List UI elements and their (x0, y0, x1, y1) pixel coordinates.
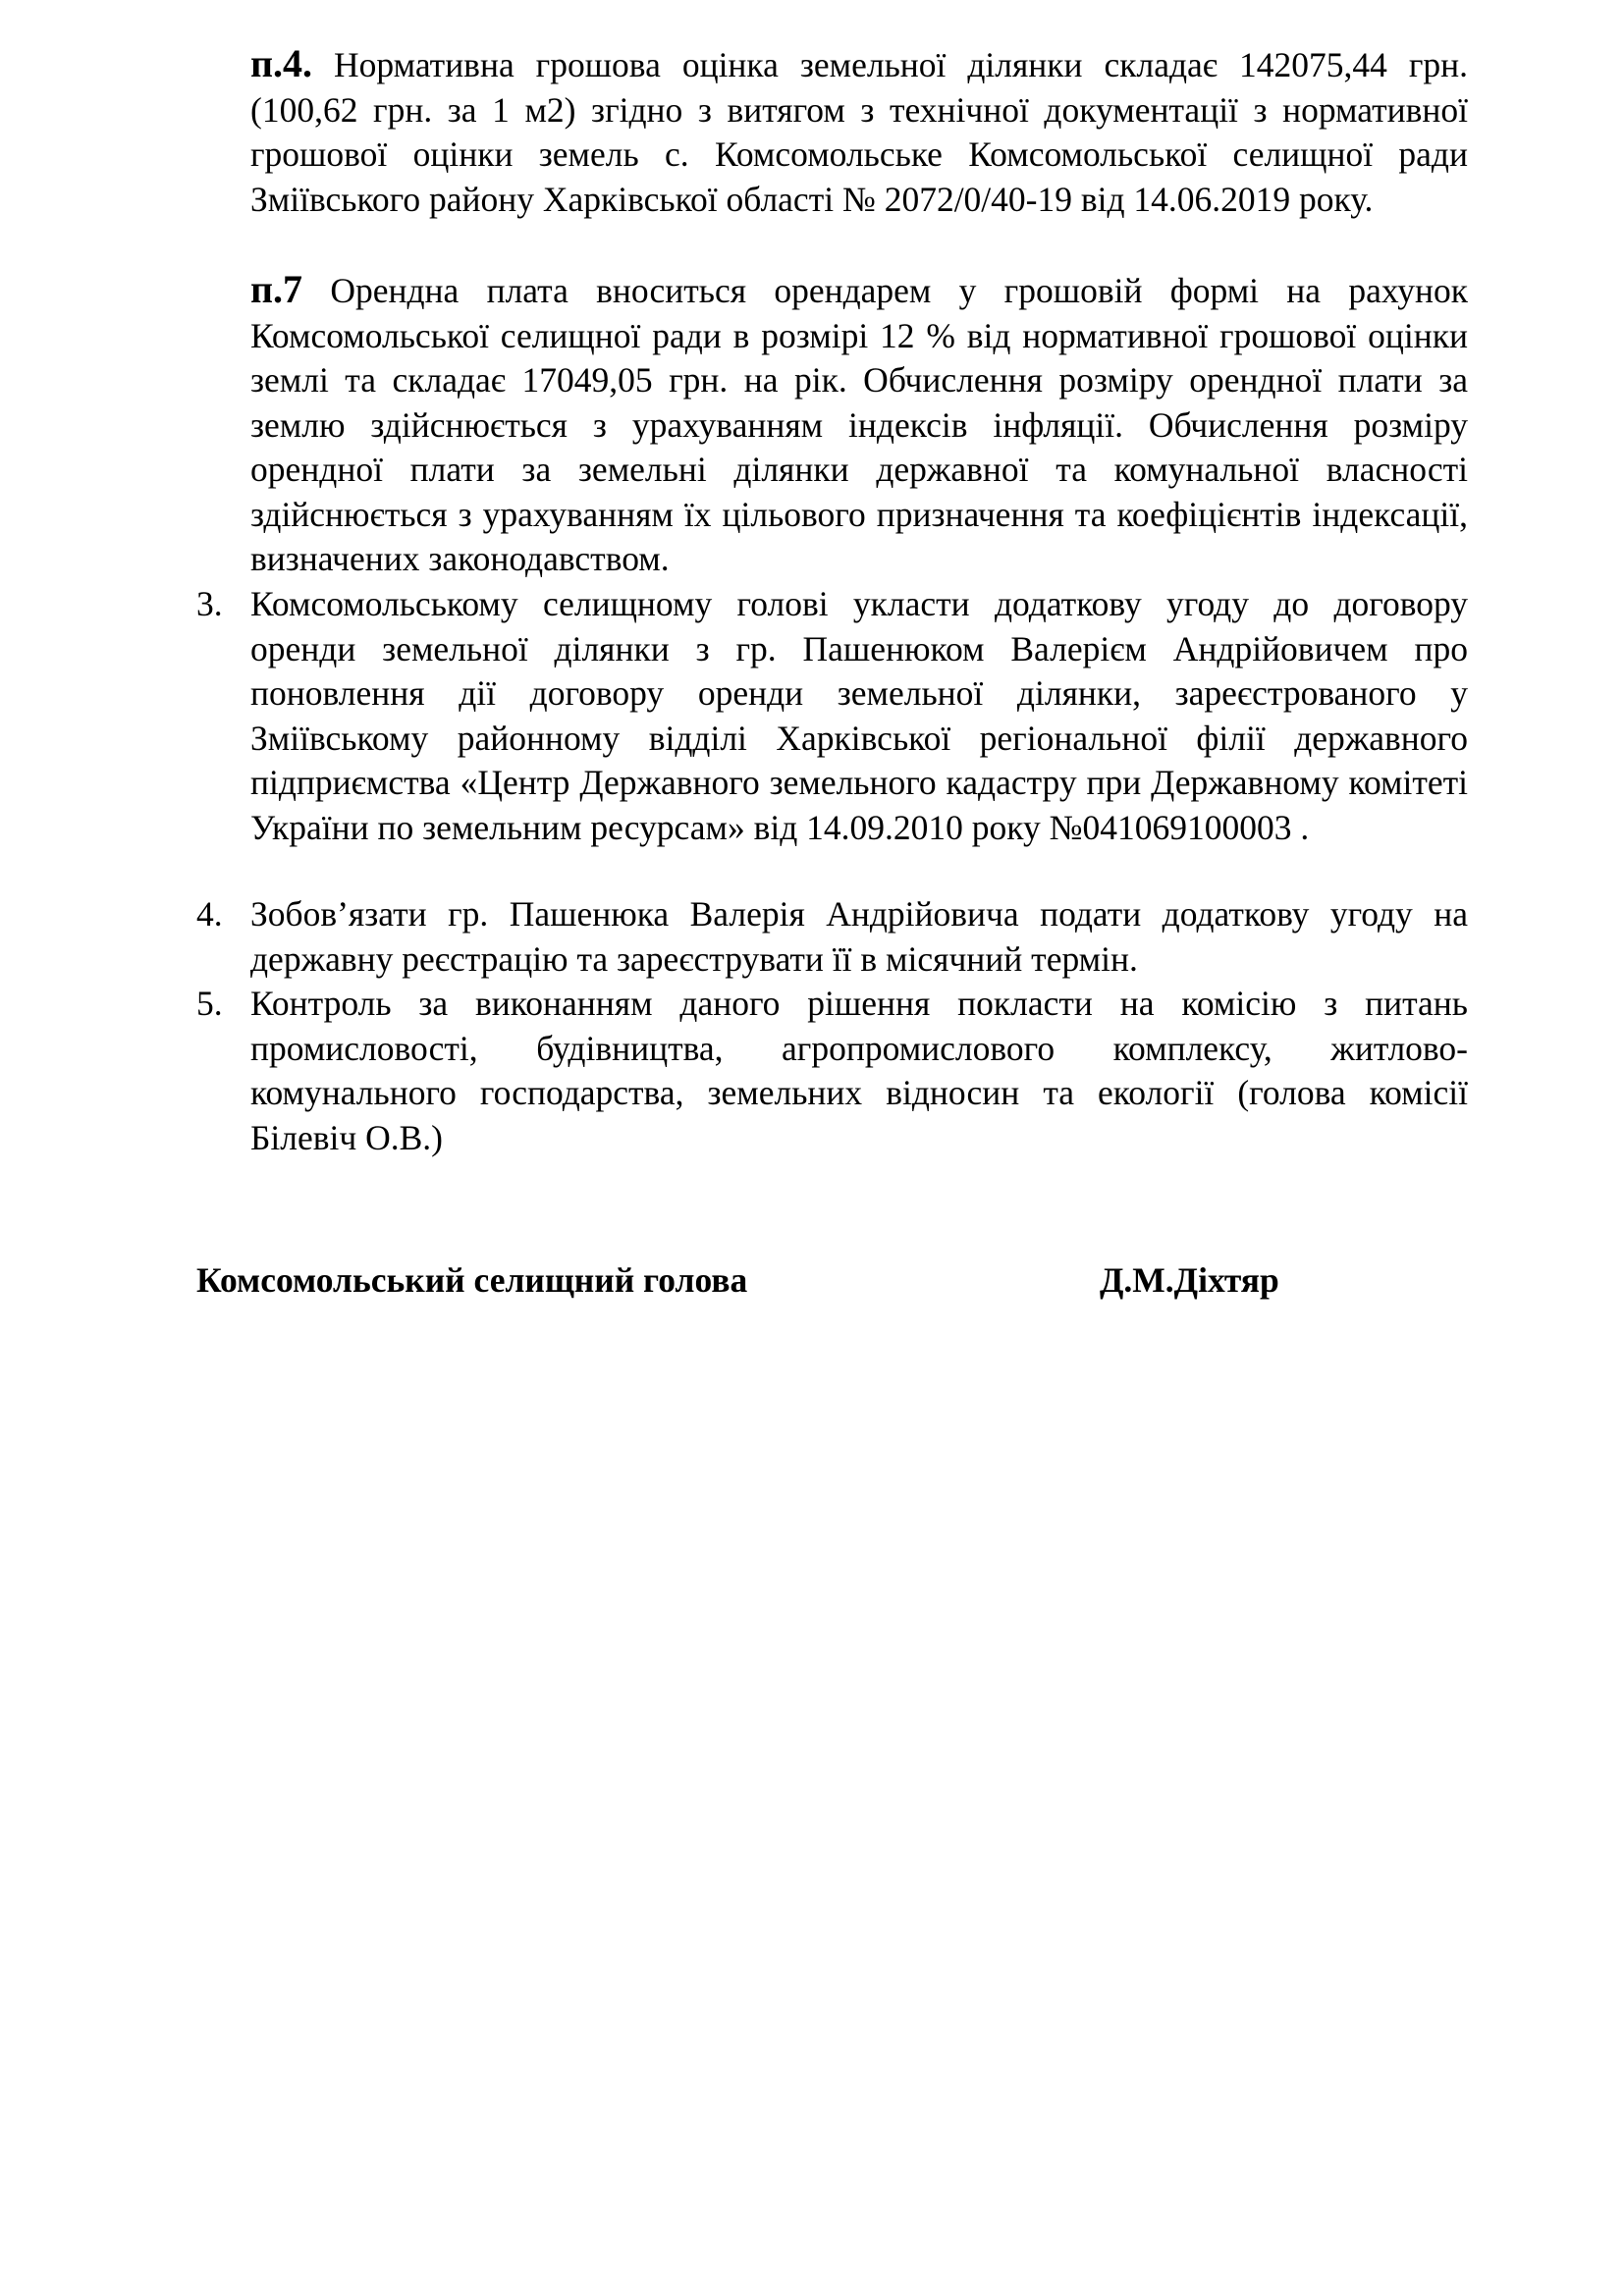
item-3-number: 3. (196, 584, 223, 623)
clause-4-text: Нормативна грошова оцінка земельної ділянки складає 142075,44 грн. (100,62 грн. за 1 м2) згідно з витягом з технічної документації з нормативної грошової оцінки земель с. Комсомольське Комсомольської селищної ради Зміївського району Харківської області № 2072/0/40-19 від 14.06.2019 року. (250, 45, 1469, 219)
item-4-text: Зобов’язати гр. Пашенюка Валерія Андрійовича подати додаткову угоду на державну реєстрацію та зареєструвати її в місячний термін. (250, 894, 1468, 979)
item-5-number: 5. (196, 984, 223, 1023)
numbered-list-item-4 (196, 892, 1468, 982)
item-5-text: Контроль за виконанням даного рішення покласти на комісію з питань промисловості, будівництва, агропромислового комплексу, житлово-комунального господарства, земельних відносин та екології (голова комісії Білевіч О.В.) (250, 984, 1468, 1157)
clause-4-ref: п.4. (250, 41, 313, 85)
clause-7-ref: п.7 (250, 267, 303, 311)
list-item (196, 582, 1468, 850)
numbered-list-item-5 (196, 982, 1468, 1160)
list-item (196, 892, 1468, 982)
list-item (196, 982, 1468, 1160)
clause-7-paragraph (250, 267, 1468, 582)
item-4-number: 4. (196, 894, 223, 934)
signature-name: Д.М.Діхтяр (1100, 1260, 1279, 1300)
clause-7-text: Орендна плата вноситься орендарем у грошовій формі на рахунок Комсомольської селищної ради в розмірі 12 % від нормативної грошової оцінки землі та складає 17049,05 грн. на рік. Обчислення розміру орендної плати за землю здійснюється з урахуванням індексів інфляції. Обчислення розміру орендної плати за земельні ділянки державної та комунальної власності здійснюється з урахуванням їх цільового призначення та коефіцієнтів індексації, визначених законодавством. (250, 271, 1468, 578)
signature-title: Комсомольський селищний голова (196, 1260, 748, 1300)
numbered-list-item-3 (196, 582, 1468, 850)
clause-4-paragraph (250, 41, 1468, 222)
item-3-text: Комсомольському селищному голові укласти додаткову угоду до договору оренди земельної ділянки з гр. Пашенюком Валерієм Андрійовичем про поновлення дії договору оренди земельної ділянки, зареєстрованого у Зміївському районному відділі Харківської регіональної філії державного підприємства «Центр Державного земельного кадастру при Державному комітеті України по земельним ресурсам» від 14.09.2010 року №041069100003 . (250, 584, 1468, 847)
